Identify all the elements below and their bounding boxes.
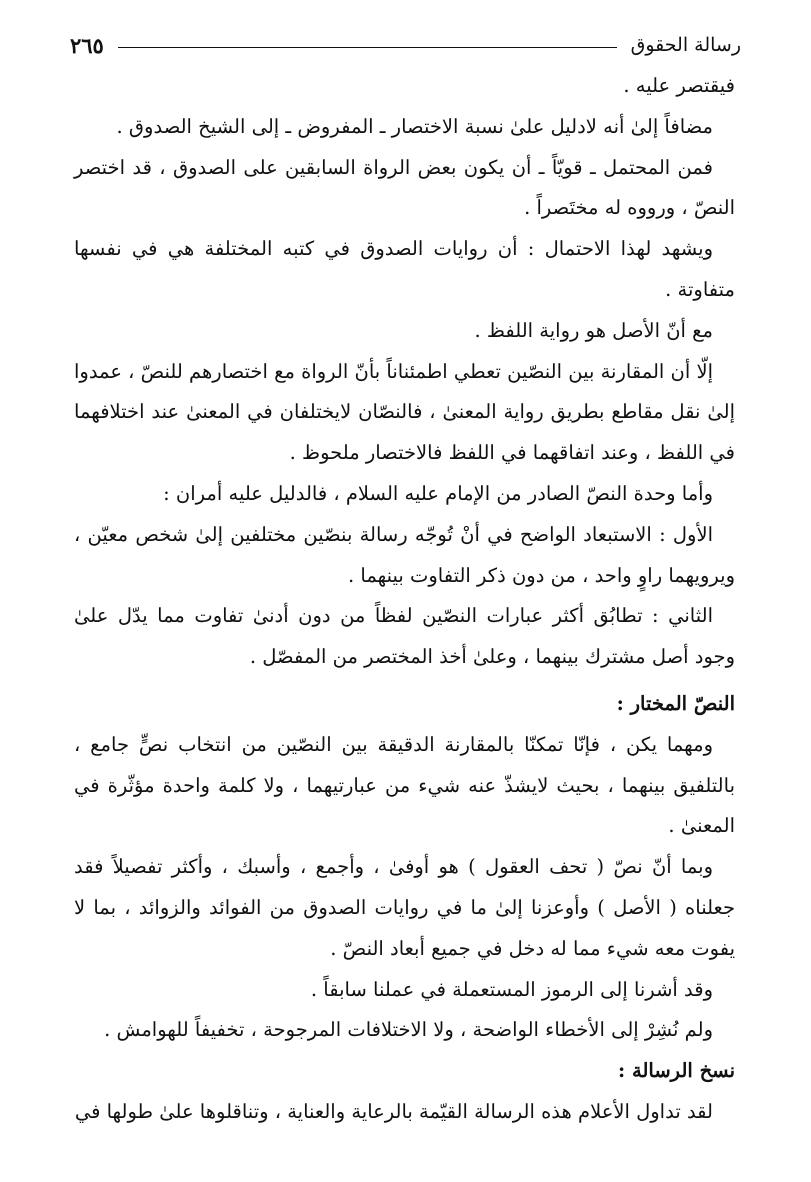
page-body: [74, 66, 735, 1133]
paragraph: ومهما يكن ، فإنّا تمكنّا بالمقارنة الدقيقة بين النصّين من انتخاب نصٍّ جامع ، بالتلفيق بينهما ، بحيث لايشذّ عنه شيء من عبارتيهما ، ولا كلمة واحدة مؤثّرة في المعنىٰ .: [74, 732, 735, 838]
paragraph: وقد أشرنا إلى الرموز المستعملة في عملنا سابقاً .: [310, 977, 713, 1001]
paragraph: الأول : الاستبعاد الواضح في أنْ تُوجّه رسالة بنصّين مختلفين إلىٰ شخص معيّن ، ويرويهما راوٍ واحد ، من دون ذكر التفاوت بينهما .: [74, 522, 735, 587]
paragraph: وأما وحدة النصّ الصادر من الإمام عليه السلام ، فالدليل عليه أمران :: [163, 481, 713, 505]
running-title: رسالة الحقوق: [630, 34, 741, 56]
paragraph: لقد تداول الأعلام هذه الرسالة القيّمة بالرعاية والعناية ، وتناقلوها علىٰ طولها في: [74, 1099, 713, 1123]
paragraph: مع أنّ الأصل هو رواية اللفظ .: [474, 318, 713, 342]
paragraph: فيقتصر عليه .: [623, 74, 735, 97]
paragraph: الثاني : تطابُق أكثر عبارات النصّين لفظاً من دون أدنىٰ تفاوت مما يدّل علىٰ وجود أصل مشترك بينهما ، وعلىٰ أخذ المختصر من المفصّل .: [74, 604, 735, 669]
page-number: ٢٦٥: [70, 32, 104, 58]
section-heading: النصّ المختار :: [616, 691, 735, 715]
paragraph: مضافاً إلىٰ أنه لادليل علىٰ نسبة الاختصار ـ المفروض ـ إلى الشيخ الصدوق .: [116, 114, 713, 138]
paragraph: فمن المحتمل ـ قويّاً ـ أن يكون بعض الرواة السابقين على الصدوق ، قد اختصر النصّ ، ورووه له مختَصراً .: [74, 155, 735, 220]
header-rule: [118, 47, 617, 48]
paragraph: وبما أنّ نصّ ( تحف العقول ) هو أوفىٰ ، وأجمع ، وأسبك ، وأكثر تفصيلاً فقد جعلناه ( الأصل ) وأوعزنا إلىٰ ما في روايات الصدوق من الفوائد والزوائد ، بما لا يفوت معه شيء مما له دخل في جميع أبعاد النصّ .: [74, 855, 735, 960]
paragraph: إلّا أن المقارنة بين النصّين تعطي اطمئناناً بأنّ الرواة مع اختصارهم للنصّ ، عمدوا إلىٰ نقل مقاطع بطريق رواية المعنىٰ ، فالنصّان لايختلفان في المعنىٰ عند اختلافهما في اللفظ ، وعند اتفاقهما في اللفظ فالاختصار ملحوظ .: [73, 359, 735, 465]
section-heading: نسخ الرسالة :: [618, 1059, 735, 1083]
paragraph: ولم نُشِرْ إلى الأخطاء الواضحة ، ولا الاختلافات المرجوحة ، تخفيفاً للهوامش .: [104, 1018, 713, 1042]
paragraph: ويشهد لهذا الاحتمال : أن روايات الصدوق في كتبه المختلفة هي في نفسها متفاوتة .: [74, 237, 735, 301]
page-header: [70, 30, 741, 60]
